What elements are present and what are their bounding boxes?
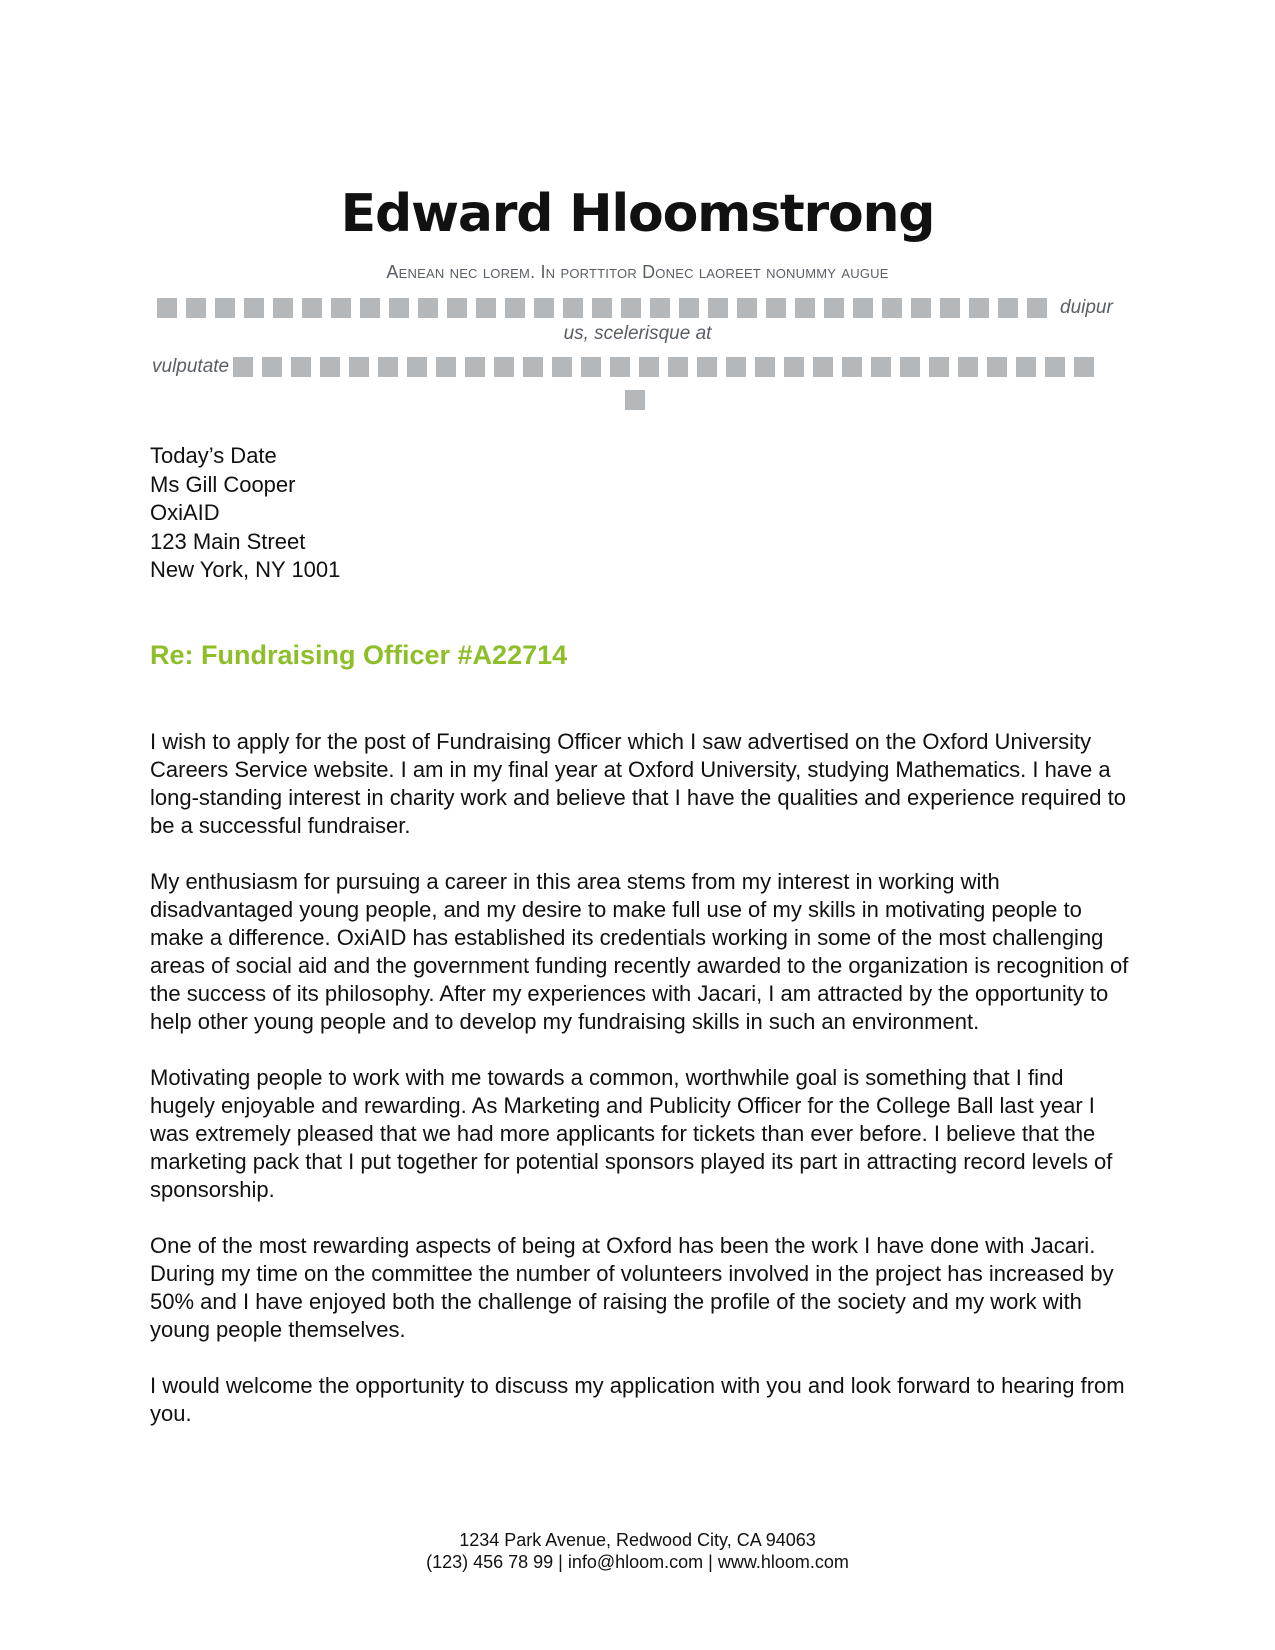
redaction-square	[349, 357, 369, 377]
redaction-square	[940, 298, 960, 318]
redaction-square	[215, 298, 235, 318]
redaction-square	[650, 298, 670, 318]
redacted-line-3-text: vulputate	[152, 356, 230, 377]
redaction-square	[244, 298, 264, 318]
redaction-square	[795, 298, 815, 318]
redaction-square	[708, 298, 728, 318]
recipient-company: OxiAID	[150, 500, 220, 525]
redaction-square	[233, 357, 253, 377]
redaction-square	[447, 298, 467, 318]
footer-contact: (123) 456 78 99 | info@hloom.com | www.hloom.com	[426, 1552, 849, 1572]
redaction-square	[1074, 357, 1094, 377]
redaction-square	[784, 357, 804, 377]
redaction-square	[679, 298, 699, 318]
redaction-square	[563, 298, 583, 318]
redaction-square	[378, 357, 398, 377]
redaction-square	[987, 357, 1007, 377]
recipient-block	[150, 442, 340, 585]
recipient-name: Ms Gill Cooper	[150, 471, 296, 497]
redaction-square	[581, 357, 601, 377]
redaction-square	[592, 298, 612, 318]
footer	[0, 1529, 1275, 1573]
redaction-square	[534, 298, 554, 318]
redaction-square	[958, 357, 978, 377]
recipient-city: New York, NY 1001	[150, 557, 341, 582]
redaction-square	[1016, 357, 1036, 377]
footer-address: 1234 Park Avenue, Redwood City, CA 94063	[459, 1530, 816, 1550]
redacted-line-2	[0, 323, 1275, 345]
redacted-line-2-text: us, scelerisque at	[563, 323, 712, 344]
redaction-square	[625, 390, 645, 410]
redaction-square	[320, 357, 340, 377]
letter-body	[150, 728, 1130, 1428]
redaction-square	[505, 298, 525, 318]
redaction-square	[523, 357, 543, 377]
letter-date: Today’s Date	[150, 443, 277, 468]
redaction-square	[465, 357, 485, 377]
redaction-square	[186, 298, 206, 318]
body-paragraph-4: One of the most rewarding aspects of being at Oxford has been the work I have done with Jacari. During my time on the committee the number of volunteers involved in the project has increased by 50% and I have enjoyed both the challenge of raising the profile of the society and my work with young people themselves.	[150, 1233, 1114, 1342]
body-paragraph-5: I would welcome the opportunity to discuss my application with you and look forward to hearing from you.	[150, 1373, 1125, 1426]
redaction-square	[302, 298, 322, 318]
redacted-line-3	[152, 356, 1094, 378]
recipient-street: 123 Main Street	[150, 528, 306, 554]
redaction-square	[737, 298, 757, 318]
redaction-square	[273, 298, 293, 318]
redaction-square	[813, 357, 833, 377]
redaction-square	[929, 357, 949, 377]
redaction-square	[389, 298, 409, 318]
body-paragraph-1: I wish to apply for the post of Fundraising Officer which I saw advertised on the Oxford University Careers Service website. I am in my final year at Oxford University, studying Mathematics. I have a long-standing interest in charity work and believe that I have the qualities and experience required to be a successful fundraiser.	[150, 729, 1126, 838]
redaction-square	[969, 298, 989, 318]
redacted-line-1-text: duipur	[1060, 297, 1113, 318]
redaction-square	[621, 298, 641, 318]
redaction-square	[331, 298, 351, 318]
tagline: Aenean nec lorem. In porttitor Donec laoreet nonummy augue	[386, 262, 889, 282]
redaction-square	[668, 357, 688, 377]
redaction-square	[853, 298, 873, 318]
redaction-square	[1027, 298, 1047, 318]
name-heading: Edward Hloomstrong	[340, 184, 935, 244]
redaction-square	[871, 357, 891, 377]
redaction-square	[726, 357, 746, 377]
redaction-square	[697, 357, 717, 377]
redaction-square	[476, 298, 496, 318]
redaction-square	[360, 298, 380, 318]
body-paragraph-2: My enthusiasm for pursuing a career in this area stems from my interest in working with disadvantaged young people, and my desire to make full use of my skills in motivating people to make a difference. OxiAID has established its credentials working in some of the most challenging areas of social aid and the government funding recently awarded to the organization is recognition of the success of its philosophy. After my experiences with Jacari, I am attracted by the opportunity to help other young people and to develop my fundraising skills in such an environment.	[150, 869, 1129, 1034]
subject-line: Re: Fundraising Officer #A22714	[150, 640, 568, 670]
redaction-square	[494, 357, 514, 377]
redaction-square	[552, 357, 572, 377]
redaction-square	[436, 357, 456, 377]
redaction-square	[291, 357, 311, 377]
body-paragraph-3: Motivating people to work with me towards a common, worthwhile goal is something that I find hugely enjoyable and rewarding. As Marketing and Publicity Officer for the College Ball last year I was extremely pleased that we had more applicants for tickets than ever before. I believe that the marketing pack that I put together for potential sponsors played its part in attracting record levels of sponsorship.	[150, 1065, 1113, 1202]
redaction-square	[882, 298, 902, 318]
redaction-square	[418, 298, 438, 318]
redaction-square	[755, 357, 775, 377]
redaction-square	[262, 357, 282, 377]
redaction-square	[998, 298, 1018, 318]
redaction-square	[900, 357, 920, 377]
redaction-square	[766, 298, 786, 318]
redacted-line-1	[157, 297, 1113, 319]
redaction-square	[639, 357, 659, 377]
redaction-square	[610, 357, 630, 377]
redaction-square	[824, 298, 844, 318]
redaction-square	[842, 357, 862, 377]
redaction-square	[407, 357, 427, 377]
redaction-square	[1045, 357, 1065, 377]
redacted-line-4	[625, 390, 645, 410]
redaction-square	[157, 298, 177, 318]
redaction-square	[911, 298, 931, 318]
